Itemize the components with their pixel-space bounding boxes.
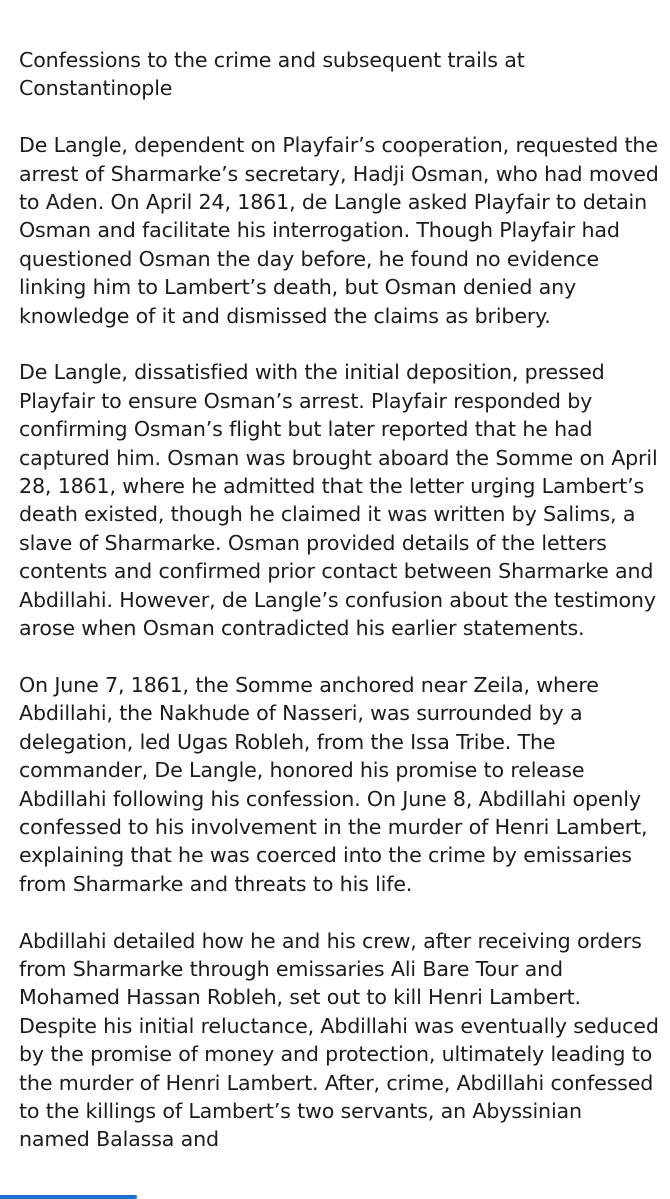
- document-body: [19, 46, 659, 1182]
- scroll-progress-fill: [0, 1195, 137, 1199]
- paragraph-4: Abdillahi detailed how he and his crew, after receiving orders from Sharmarke through emissaries Ali Bare Tour and Mohamed Hassan Robleh, set out to kill Henri Lambert. Despite his initial reluctance, Abdillahi was eventually seduced by the promise of money and protection, ultimately leading to the murder of Henri Lambert. After, crime, Abdillahi confessed to the killings of Lambert’s two servants, an Abyssinian named Balassa and: [19, 928, 659, 1152]
- paragraph-1: De Langle, dependent on Playfair’s cooperation, requested the arrest of Sharmarke’s secretary, Hadji Osman, who had moved to Aden. On April 24, 1861, de Langle asked Playfair to detain Osman and facilitate his interrogation. Though Playfair had questioned Osman the day before, he found no evidence linking him to Lambert’s death, but Osman denied any knowledge of it and dismissed the claims as bribery.: [19, 133, 659, 328]
- paragraph-2: De Langle, dissatisfied with the initial deposition, pressed Playfair to ensure Osman’s arrest. Playfair responded by confirming Osman’s flight but later reported that he had captured him. Osman was brought aboard the Somme on April 28, 1861, where he admitted that the letter urging Lambert’s death existed, though he claimed it was written by Salims, a slave of Sharmarke. Osman provided details of the letters contents and confirmed prior contact between Sharmarke and Abdillahi. However, de Langle’s confusion about the testimony arose when Osman contradicted his earlier statements.: [19, 360, 658, 641]
- paragraph-3: On June 7, 1861, the Somme anchored near Zeila, where Abdillahi, the Nakhude of Nasseri, was surrounded by a delegation, led Ugas Robleh, from the Issa Tribe. The commander, De Langle, honored his promise to release Abdillahi following his confession. On June 8, Abdillahi openly confessed to his involvement in the murder of Henri Lambert, explaining that he was coerced into the crime by emissaries from Sharmarke and threats to his life.: [19, 672, 648, 896]
- document-title: Confessions to the crime and subsequent trails at Constantinople: [19, 48, 525, 101]
- scroll-progress-bar: [0, 1195, 670, 1199]
